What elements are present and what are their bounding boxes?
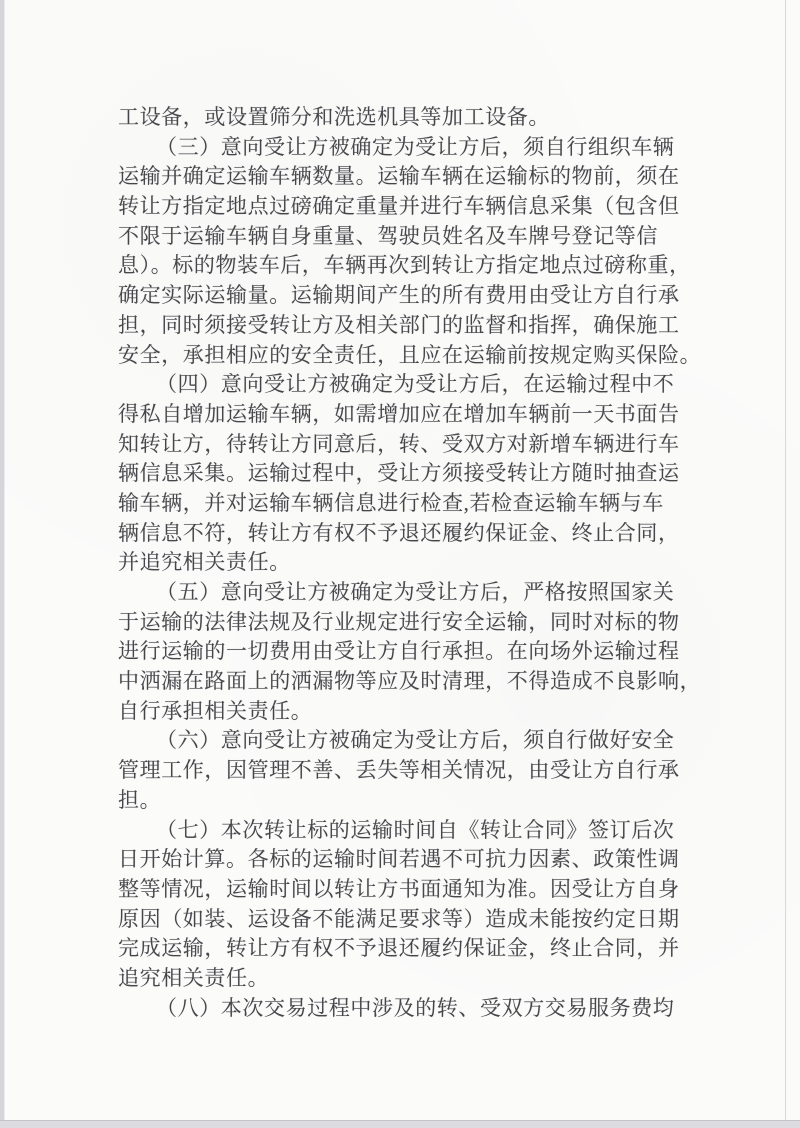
text-line: 追究相关责任。 bbox=[118, 965, 270, 990]
text-line: 并追究相关责任。 bbox=[118, 550, 291, 575]
text-line: 管理工作，因管理不善、丢失等相关情况，由受让方自行承 bbox=[118, 758, 680, 783]
text-line: 工设备，或设置筛分和洗选机具等加工设备。 bbox=[118, 105, 550, 129]
text-line: 运输并确定运输车辆数量。运输车辆在运输标的物前，须在 bbox=[118, 164, 680, 189]
text-line: 安全，承担相应的安全责任，且应在运输前按规定购买保险。 bbox=[118, 342, 702, 367]
text-line: 输车辆，并对运输车辆信息进行检查,若检查运输车辆与车 bbox=[118, 490, 664, 515]
text-line: 确定实际运输量。运输期间产生的所有费用由受让方自行承 bbox=[118, 283, 680, 308]
text-line: 息）。标的物装车后，车辆再次到转让方指定地点过磅称重， bbox=[118, 253, 691, 278]
text-line: 进行运输的一切费用由受让方自行承担。在向场外运输过程 bbox=[118, 639, 680, 664]
text-line: 自行承担相关责任。 bbox=[118, 698, 313, 723]
text-line: 知转让方，待转让方同意后，转、受双方对新增车辆进行车 bbox=[118, 431, 680, 456]
paper-right-edge-line bbox=[785, 0, 786, 1121]
text-line: （四）意向受让方被确定为受让方后，在运输过程中不 bbox=[156, 372, 675, 397]
text-line: 辆信息不符，转让方有权不予退还履约保证金、终止合同， bbox=[118, 520, 680, 545]
text-line: （八）本次交易过程中涉及的转、受双方交易服务费均 bbox=[156, 995, 675, 1020]
page-bottom-edge bbox=[0, 1120, 800, 1128]
text-line: （六）意向受让方被确定为受让方后，须自行做好安全 bbox=[156, 728, 675, 753]
text-line: 担，同时须接受转让方及相关部门的监督和指挥，确保施工 bbox=[118, 312, 680, 337]
text-line: 得私自增加运输车辆，如需增加应在增加车辆前一天书面告 bbox=[118, 401, 680, 426]
text-line: 完成运输，转让方有权不予退还履约保证金，终止合同，并 bbox=[118, 936, 680, 961]
text-line: 整等情况，运输时间以转让方书面通知为准。因受让方自身 bbox=[118, 876, 680, 901]
page-left-edge bbox=[0, 0, 5, 1128]
text-line: 日开始计算。各标的运输时间若遇不可抗力因素、政策性调 bbox=[118, 847, 680, 872]
text-line: 于运输的法律法规及行业规定进行安全运输，同时对标的物 bbox=[118, 609, 680, 634]
text-line: （三）意向受让方被确定为受让方后，须自行组织车辆 bbox=[156, 134, 675, 159]
text-line: （五）意向受让方被确定为受让方后，严格按照国家关 bbox=[156, 580, 675, 604]
text-line: 辆信息采集。运输过程中，受让方须接受转让方随时抽查运 bbox=[118, 461, 680, 486]
text-line: 中洒漏在路面上的洒漏物等应及时清理，不得造成不良影响， bbox=[118, 669, 702, 694]
text-line: （七）本次转让标的运输时间自《转让合同》签订后次 bbox=[156, 817, 675, 842]
text-line: 原因（如装、运设备不能满足要求等）造成未能按约定日期 bbox=[118, 906, 680, 931]
text-line: 不限于运输车辆自身重量、驾驶员姓名及车牌号登记等信 bbox=[118, 223, 658, 248]
text-line: 担。 bbox=[118, 787, 162, 812]
document-text bbox=[118, 103, 718, 1023]
text-line: 转让方指定地点过磅确定重量并进行车辆信息采集（包含但 bbox=[118, 194, 680, 219]
